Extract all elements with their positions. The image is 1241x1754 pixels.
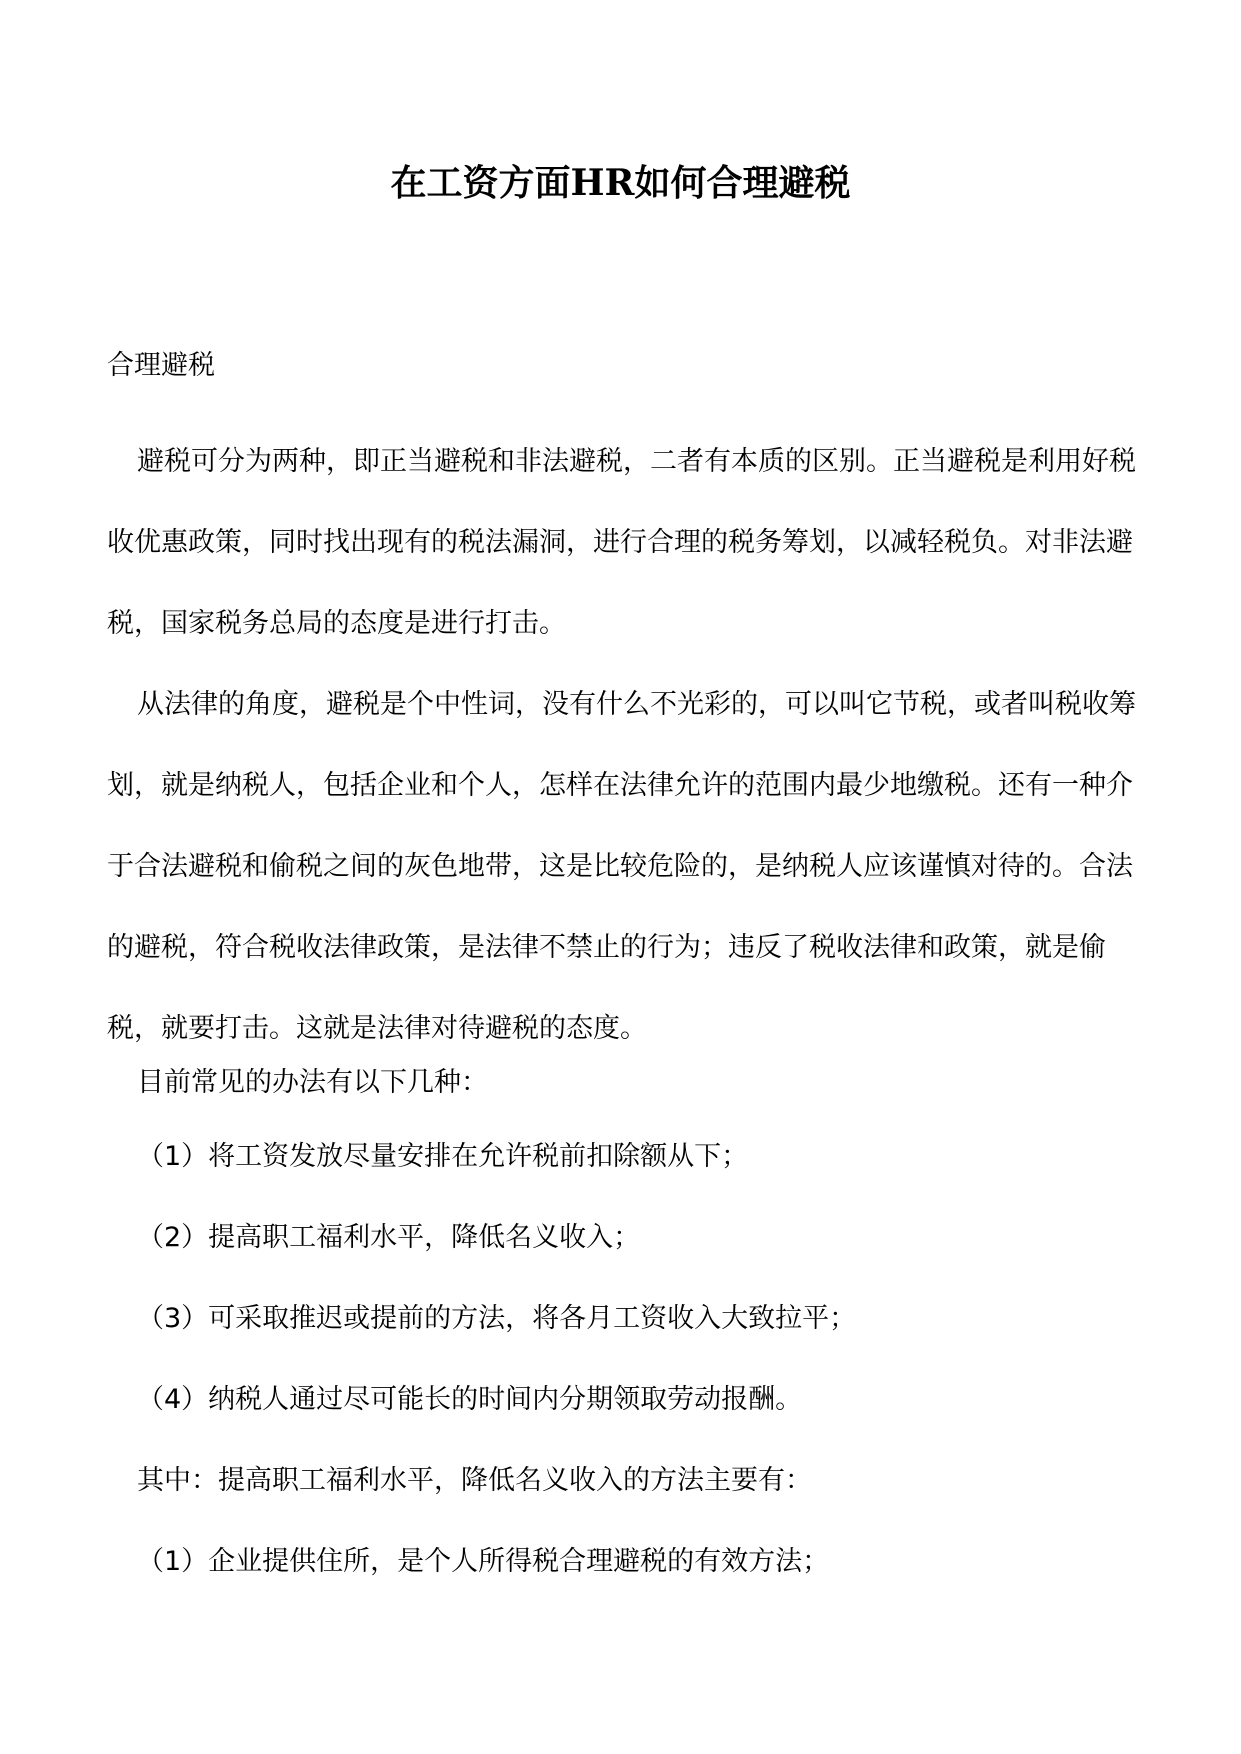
- section-heading: 合理避税: [107, 350, 215, 381]
- method-item-2: （2）提高职工福利水平，降低名义收入；: [137, 1222, 641, 1253]
- welfare-intro: 其中：提高职工福利水平，降低名义收入的方法主要有：: [137, 1465, 812, 1496]
- method-item-1: （1）将工资发放尽量安排在允许税前扣除额从下；: [137, 1141, 749, 1172]
- methods-intro: 目前常见的办法有以下几种：: [137, 1067, 488, 1098]
- paragraph-avoidance-types: 避税可分为两种，即正当避税和非法避税，二者有本质的区别。正当避税是利用好税收优惠政策，同时找出现有的税法漏洞，进行合理的税务筹划，以减轻税负。对非法避税，国家税务总局的态度是进行打击。: [107, 446, 1136, 639]
- method-item-4: （4）纳税人通过尽可能长的时间内分期领取劳动报酬。: [137, 1384, 803, 1415]
- document-title: 在工资方面HR如何合理避税: [390, 162, 851, 204]
- paragraph-legal-perspective: 从法律的角度，避税是个中性词，没有什么不光彩的，可以叫它节税，或者叫税收筹划，就是纳税人，包括企业和个人，怎样在法律允许的范围内最少地缴税。还有一种介于合法避税和偷税之间的灰色地带，这是比较危险的，是纳税人应该谨慎对待的。合法的避税，符合税收法律政策，是法律不禁止的行为；违反了税收法律和政策，就是偷税，就要打击。这就是法律对待避税的态度。: [107, 689, 1136, 1044]
- welfare-item-1: （1）企业提供住所，是个人所得税合理避税的有效方法；: [137, 1546, 830, 1577]
- method-item-3: （3）可采取推迟或提前的方法，将各月工资收入大致拉平；: [137, 1303, 857, 1334]
